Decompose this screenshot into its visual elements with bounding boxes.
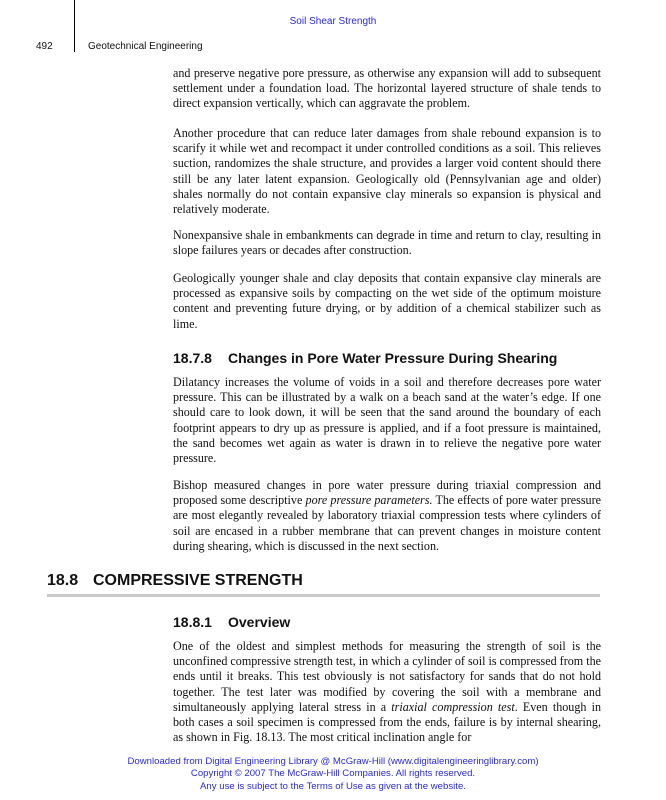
section-title: COMPRESSIVE STRENGTH (93, 572, 303, 589)
section-rule (47, 594, 600, 597)
emphasis-triaxial-compression-test: triaxial compression test (391, 699, 515, 714)
subsection-title: Changes in Pore Water Pressure During Shearing (228, 350, 558, 366)
footer (0, 756, 666, 793)
paragraph-text: One of the oldest and simplest methods for measuring the strength of soil is the unconfined compressive strength test, in which a cylinder of soil is compressed from the ends until it breaks. This test obviously is not satisfactory for sands that do not hold together. The test later was modified by covering the soil with a membrane and simultaneously applying lateral stress in a (173, 639, 601, 714)
paragraph-text: The effects of pore water pressure are most elegantly revealed by laboratory triaxial compression tests where cylinders of soil are encased in a rubber membrane that can prevent changes in moisture content during shearing, which is discussed in the next section. (173, 493, 601, 553)
subsection-heading-18-8-1 (173, 614, 290, 630)
paragraph-overview (173, 639, 601, 745)
subsection-number: 18.7.8 (173, 350, 212, 366)
subsection-number: 18.8.1 (173, 614, 212, 630)
footer-copyright: Copyright © 2007 The McGraw-Hill Companies. All rights reserved. (190, 768, 476, 780)
section-number: 18.8 (47, 572, 79, 589)
paragraph-bishop (173, 478, 601, 554)
footer-download-notice: Downloaded from Digital Engineering Library @ McGraw-Hill (www.digitalengineeringlibrary.com) (127, 756, 539, 767)
book-title: Geotechnical Engineering (88, 41, 203, 52)
paragraph-younger-shale: Geologically younger shale and clay deposits that contain expansive clay minerals are processed as expansive soils by compacting on the wet side of the optimum moisture content and preventing future drying, or by addition of a chemical stabilizer such as lime. (173, 271, 601, 331)
running-title: Soil Shear Strength (289, 16, 377, 27)
paragraph-text: Bishop measured changes in pore water pressure during triaxial compression and proposed some descriptive (173, 478, 601, 508)
section-heading-18-8 (47, 572, 303, 590)
paragraph-expansion-continued: and preserve negative pore pressure, as otherwise any expansion will add to subsequent settlement under a foundation load. The horizontal layered structure of shale tends to direct expansion vertically, which can aggravate the problem. (173, 66, 601, 111)
paragraph-scarify-shale: Another procedure that can reduce later damages from shale rebound expansion is to scarify it while wet and recompact it under controlled conditions as a soil. This relieves suction, randomizes the shale structure, and provides a larger void content should there still be any later latent expansion. Geologically old (Pennsylvanian age and older) shales normally do not contain expansive clay minerals so expansion is physical and relatively moderate. (173, 126, 601, 217)
page-number: 492 (36, 41, 53, 52)
paragraph-nonexpansive-shale: Nonexpansive shale in embankments can degrade in time and return to clay, resulting in slope failures years or decades after construction. (173, 228, 601, 258)
paragraph-text: . Even though in both cases a soil specimen is compressed from the ends, failure is by internal shearing, as shown in Fig. 18.13. The most critical inclination angle for (173, 699, 601, 745)
header-vertical-rule (74, 0, 75, 52)
subsection-title: Overview (228, 614, 291, 630)
paragraph-dilatancy: Dilatancy increases the volume of voids in a soil and therefore decreases pore water pressure. This can be illustrated by a walk on a beach sand at the water’s edge. If one should care to look down, it will be seen that the sand around the boundary of each footprint appears to dry up as pressure is applied, and if a foot pressure is maintained, the sand becomes wet again as water is drawn in to relieve the negative pore water pressure. (173, 375, 601, 466)
subsection-heading-18-7-8 (173, 350, 557, 366)
footer-terms-of-use: Any use is subject to the Terms of Use as given at the website. (200, 780, 466, 792)
emphasis-pore-pressure-parameters: pore pressure parameters. (305, 493, 433, 508)
